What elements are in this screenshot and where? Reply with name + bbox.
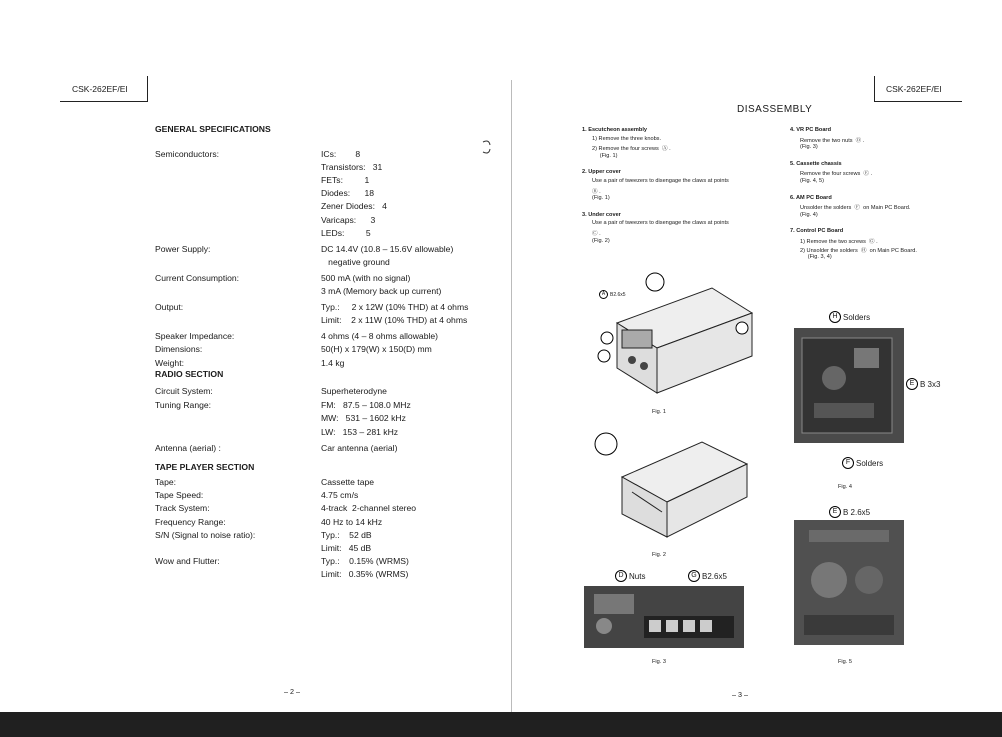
- circle-d-icon: D: [615, 570, 627, 582]
- step-line: Remove the two nuts Ⓓ .: [800, 137, 865, 144]
- callout-h-solders: [829, 311, 870, 323]
- figure-caption: Fig. 5: [838, 659, 852, 665]
- page-number: – 2 –: [284, 687, 300, 696]
- figure-caption: Fig. 2: [652, 552, 666, 558]
- step-heading: 2. Upper cover: [582, 169, 621, 176]
- step-line: (Fig. 2): [592, 237, 610, 244]
- spec-value: Typ.: 52 dB: [321, 529, 372, 540]
- header-rule: [874, 76, 875, 102]
- spec-label: Antenna (aerial) :: [155, 443, 221, 453]
- page-fold: [511, 80, 512, 720]
- spec-value: FETs: 1: [321, 175, 370, 186]
- section-title: DISASSEMBLY: [737, 104, 813, 115]
- spec-value: Limit: 0.35% (WRMS): [321, 569, 409, 580]
- pcb-photo: [794, 328, 904, 443]
- figure-caption: Fig. 3: [652, 659, 666, 665]
- spec-label: Frequency Range:: [155, 516, 226, 527]
- circle-g-icon: G: [688, 570, 700, 582]
- callout-label: Solders: [843, 312, 871, 322]
- cassette-chassis-photo: [794, 520, 904, 645]
- unit-drawing-icon: [592, 268, 762, 408]
- spec-label: Output:: [155, 302, 184, 313]
- step-heading: 3. Under cover: [582, 211, 621, 218]
- spec-value: Transistors: 31: [321, 162, 383, 173]
- callout-f-solders: [842, 457, 883, 469]
- header-rule: [147, 76, 148, 102]
- figure-caption: Fig. 4: [838, 484, 852, 490]
- model-number: CSK-262EF/EI: [72, 84, 128, 94]
- spec-value: FM: 87.5 – 108.0 MHz: [321, 399, 411, 410]
- step-line: 1) Remove the three knobs.: [592, 135, 662, 142]
- step-line: Ⓒ .: [592, 231, 601, 237]
- spec-label: Current Consumption:: [155, 272, 240, 283]
- step-heading: 4. VR PC Board: [790, 127, 832, 133]
- spec-value: ICs: 8: [321, 149, 361, 159]
- stray-mark-icon: [481, 139, 493, 155]
- step-line: (Fig. 4, 5): [800, 178, 824, 184]
- spec-value: Cassette tape: [321, 477, 375, 487]
- spec-label: Track System:: [155, 503, 210, 514]
- spec-value: Typ.: 2 x 12W (10% THD) at 4 ohms: [321, 302, 469, 313]
- spec-value: 4 ohms (4 – 8 ohms allowable): [321, 331, 439, 342]
- callout-label: Nuts: [629, 571, 646, 581]
- spec-label: Weight:: [155, 357, 184, 368]
- step-heading: 7. Control PC Board: [790, 228, 844, 235]
- callout-g-screws: [688, 570, 727, 582]
- step-line: 1) Remove the two screws Ⓖ .: [800, 239, 878, 245]
- spec-value: Limit: 45 dB: [321, 543, 372, 553]
- figure-caption: Fig. 1: [652, 409, 666, 415]
- callout-d-nuts: [615, 570, 645, 582]
- spec-label: S/N (Signal to noise ratio):: [155, 529, 256, 540]
- step-line: (Fig. 3): [800, 144, 818, 151]
- spec-value: 50(H) x 179(W) x 150(D) mm: [321, 344, 432, 355]
- spec-label: Semiconductors:: [155, 149, 220, 159]
- spec-label: Tape Speed:: [155, 490, 204, 501]
- step-heading: 6. AM PC Board: [790, 194, 832, 201]
- page-number: – 3 –: [732, 690, 748, 699]
- spec-value: Diodes: 18: [321, 188, 375, 199]
- circle-f-icon: F: [842, 457, 854, 469]
- spec-value: 40 Hz to 14 kHz: [321, 516, 383, 527]
- header-rule: [60, 101, 148, 102]
- callout-e-screws: [906, 378, 940, 390]
- step-line: (Fig. 3, 4): [800, 254, 832, 261]
- header-rule: [874, 101, 962, 102]
- step-line: 2) Remove the four screws Ⓐ .: [592, 146, 671, 153]
- spec-value: Zener Diodes: 4: [321, 201, 387, 212]
- callout-label: B2.6x5: [610, 291, 626, 298]
- callout-label: B 3x3: [920, 379, 941, 389]
- scan-edge: [0, 712, 1002, 737]
- spec-value: 1.4 kg: [321, 357, 345, 368]
- spec-value: Limit: 2 x 11W (10% THD) at 4 ohms: [321, 315, 468, 326]
- circle-e-icon: E: [829, 506, 841, 518]
- spec-value: 3 mA (Memory back up current): [321, 286, 442, 296]
- step-line: Use a pair of tweezers to disengage the claws at points: [592, 220, 729, 227]
- step-line: 2) Unsolder the solders Ⓗ on Main PC Board.: [800, 247, 917, 254]
- unit-bottom-drawing-icon: [592, 422, 762, 552]
- spec-value: Varicaps: 3: [321, 214, 376, 225]
- radio-section-title: RADIO SECTION: [155, 369, 224, 379]
- step-heading: 5. Cassette chassis: [790, 160, 842, 167]
- spec-label: Circuit System:: [155, 386, 213, 396]
- spec-value: Typ.: 0.15% (WRMS): [321, 556, 409, 567]
- circle-e-icon: E: [906, 378, 918, 390]
- spec-value: Superheterodyne: [321, 386, 387, 396]
- step-line: Unsolder the solders Ⓕ on Main PC Board.: [800, 205, 911, 212]
- spec-value: negative ground: [321, 256, 390, 267]
- step-line: (Fig. 1): [592, 152, 618, 159]
- step-line: Ⓑ .: [592, 188, 601, 195]
- spec-value: LW: 153 – 281 kHz: [321, 426, 399, 437]
- spec-value: LEDs: 5: [321, 227, 371, 238]
- callout-label: Solders: [856, 458, 884, 468]
- spec-value: Car antenna (aerial): [321, 443, 398, 453]
- step-line: (Fig. 4): [800, 211, 818, 218]
- spec-label: Dimensions:: [155, 344, 203, 355]
- spec-label: Tape:: [155, 477, 177, 487]
- section-title: GENERAL SPECIFICATIONS: [155, 124, 271, 134]
- model-number: CSK-262EF/EI: [886, 84, 942, 94]
- spec-label: Power Supply:: [155, 243, 211, 254]
- step-line: (Fig. 1): [592, 195, 610, 202]
- spec-value: 4-track 2-channel stereo: [321, 503, 417, 514]
- spec-label: Tuning Range:: [155, 399, 212, 410]
- step-line: Use a pair of tweezers to disengage the claws at points: [592, 178, 729, 184]
- step-line: Remove the four screws Ⓔ .: [800, 171, 873, 178]
- spec-value: 4.75 cm/s: [321, 490, 359, 501]
- circle-a-icon: A: [599, 290, 608, 299]
- callout-e-screws: [829, 506, 870, 518]
- callout-label: B2.6x5: [702, 571, 727, 581]
- tape-section-title: TAPE PLAYER SECTION: [155, 462, 255, 472]
- circle-h-icon: H: [829, 311, 841, 323]
- callout-a-screw: [599, 290, 626, 299]
- spec-value: DC 14.4V (10.8 – 15.6V allowable): [321, 243, 454, 254]
- spec-label: Wow and Flutter:: [155, 556, 220, 567]
- step-heading: 1. Escutcheon assembly: [582, 127, 647, 133]
- spec-value: MW: 531 – 1602 kHz: [321, 413, 406, 423]
- spec-value: 500 mA (with no signal): [321, 272, 411, 283]
- spec-label: Speaker Impedance:: [155, 331, 235, 342]
- callout-label: B 2.6x5: [843, 507, 871, 517]
- pcb-photo: [584, 586, 744, 648]
